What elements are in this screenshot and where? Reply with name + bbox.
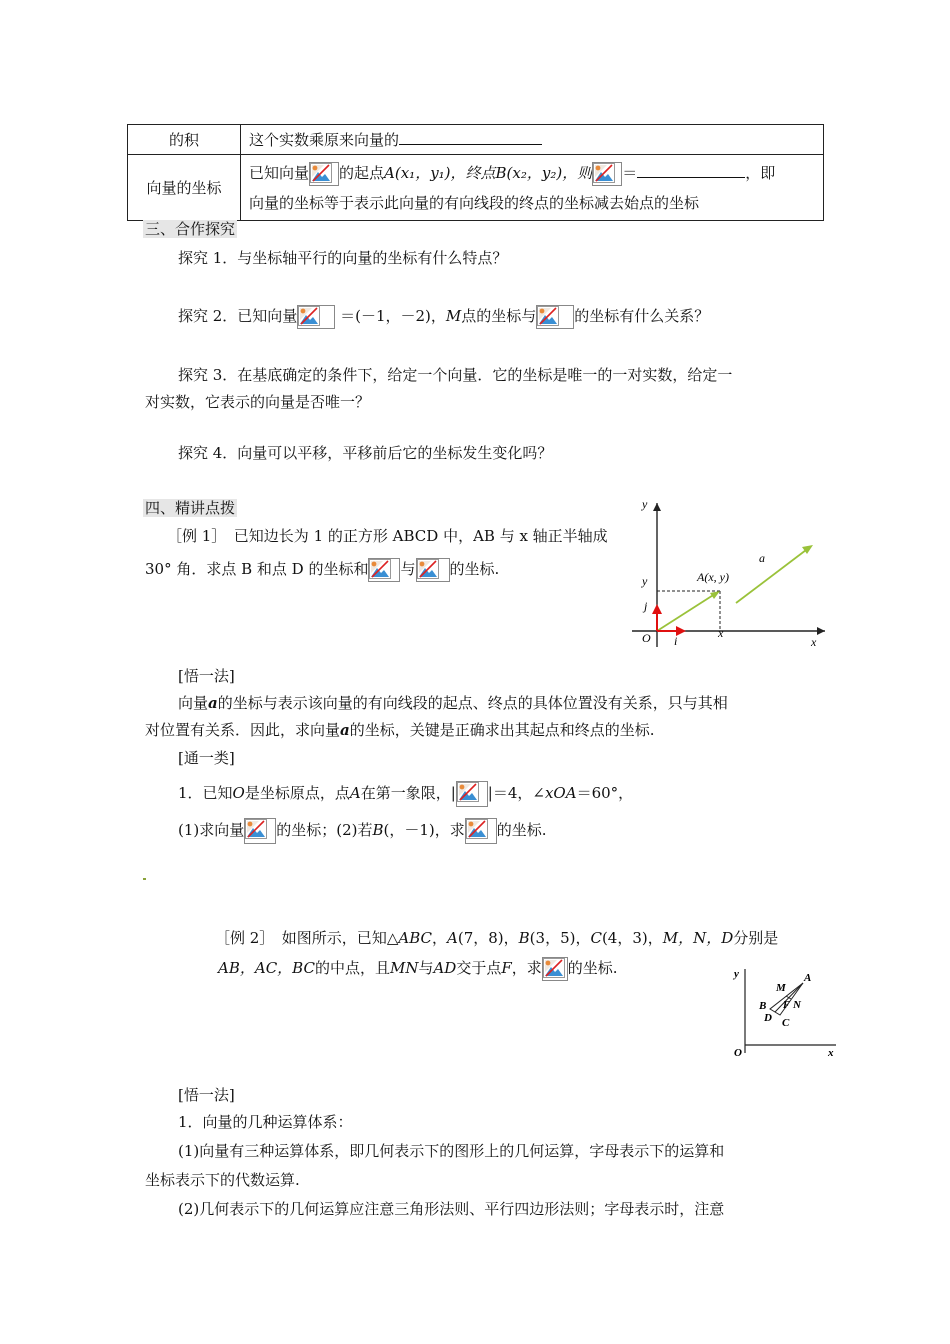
- y-axis-label: y: [734, 968, 739, 980]
- tong-line2: (1)求向量 的坐标；(2)若B(，－1)，求 的坐标.: [178, 818, 547, 844]
- wu-2-line2: (1)向量有三种运算体系，即几何表示下的图形上的几何运算，字母表示下的运算和: [178, 1142, 725, 1160]
- wu-2-line3: 坐标表示下的代数运算.: [145, 1171, 300, 1189]
- label-b: B: [759, 1000, 767, 1012]
- wu-1-title: [悟一法]: [178, 667, 235, 685]
- vector-image-icon: [456, 781, 488, 807]
- label-d: D: [764, 1012, 772, 1024]
- triangle-figure-2: [728, 965, 840, 1060]
- wu-1-line1: 向量a的坐标与表示该向量的有向线段的起点、终点的具体位置没有关系，只与其相: [178, 694, 728, 712]
- vector-oa: [657, 592, 718, 631]
- example-2-line1: ［例 2］ 如图所示，已知△ABC，A(7，8)，B(3，5)，C(4，3)，M，N，D分别是: [215, 929, 779, 947]
- i-label: i: [674, 634, 678, 648]
- wu-1-line2: 对位置有关系．因此，求向量a的坐标，关键是正确求出其起点和终点的坐标.: [145, 721, 655, 739]
- vector-image-icon: [244, 818, 276, 844]
- vector-image-icon: [536, 305, 574, 329]
- table-row1-label: 的积: [128, 125, 241, 155]
- example-2-line2: AB，AC，BC的中点，且MN与AD交于点F，求 的坐标.: [218, 957, 618, 981]
- vector-image-icon: [368, 558, 400, 582]
- y-tick-label: y: [642, 574, 648, 588]
- wu-2-title: [悟一法]: [178, 1086, 235, 1104]
- table-row2-text: 已知向量 的起点A(x₁，y₁)，终点B(x₂，y₂)，则 ＝ ，即 向量的坐标等于表示此向量的有向线段的终点的坐标减去始点的坐标: [241, 155, 824, 221]
- point-a-label: A(x, y): [697, 570, 729, 584]
- vector-image-icon: [592, 162, 622, 186]
- explore-4: 探究 4．向量可以平移，平移前后它的坐标发生变化吗？: [178, 444, 553, 462]
- tong-line1: 1．已知O是坐标原点，点A在第一象限，| |＝4，∠xOA＝60°，: [178, 781, 633, 807]
- vector-image-icon: [309, 162, 339, 186]
- j-label: j: [644, 599, 648, 613]
- section-4-title: 四、精讲点拨: [145, 499, 236, 517]
- tong-title: [通一类]: [178, 749, 235, 767]
- label-n: N: [793, 999, 801, 1011]
- explore-1: 探究 1．与坐标轴平行的向量的坐标有什么特点？: [178, 249, 508, 267]
- vector-image-icon: [416, 558, 450, 582]
- vector-a-label: a: [759, 551, 765, 565]
- vector-image-icon: [297, 305, 335, 329]
- explore-3-line2: 对实数，它表示的向量是否唯一？: [145, 393, 371, 411]
- label-m: M: [776, 982, 786, 994]
- table-row2-label: 向量的坐标: [128, 155, 241, 221]
- x-tick-label: x: [718, 626, 724, 640]
- wu-2-line4: (2)几何表示下的几何运算应注意三角形法则、平行四边形法则；字母表示时，注意: [178, 1200, 725, 1218]
- label-f: F: [783, 1000, 790, 1011]
- table-row1-text: 这个实数乘原来向量的: [241, 125, 824, 155]
- vector-image-icon: [465, 818, 497, 844]
- section-3-title: 三、合作探究: [145, 220, 236, 238]
- coordinate-figure-1: [630, 495, 830, 655]
- origin-label: O: [734, 1047, 742, 1059]
- label-c: C: [782, 1017, 790, 1029]
- wu-2-line1: 1．向量的几种运算体系：: [178, 1113, 353, 1131]
- origin-label: O: [642, 631, 651, 645]
- example-1-line1: ［例 1］ 已知边长为 1 的正方形 ABCD 中，AB 与 x 轴正半轴成: [167, 527, 608, 545]
- x-axis-label: x: [828, 1047, 834, 1059]
- definition-table: [127, 124, 824, 221]
- x-axis-label: x: [811, 635, 817, 649]
- y-axis-label: y: [642, 497, 648, 511]
- vector-a: [736, 547, 810, 603]
- explore-3-line1: 探究 3．在基底确定的条件下，给定一个向量．它的坐标是唯一的一对实数，给定一: [178, 366, 733, 384]
- vector-image-icon: [542, 957, 568, 981]
- stray-mark: [143, 878, 146, 880]
- explore-2: 探究 2．已知向量 ＝(－1，－2)，M点的坐标与 的坐标有什么关系？: [178, 305, 709, 329]
- label-a: A: [804, 972, 812, 984]
- example-1-line2: 30° 角．求点 B 和点 D 的坐标和 与 的坐标.: [145, 558, 499, 582]
